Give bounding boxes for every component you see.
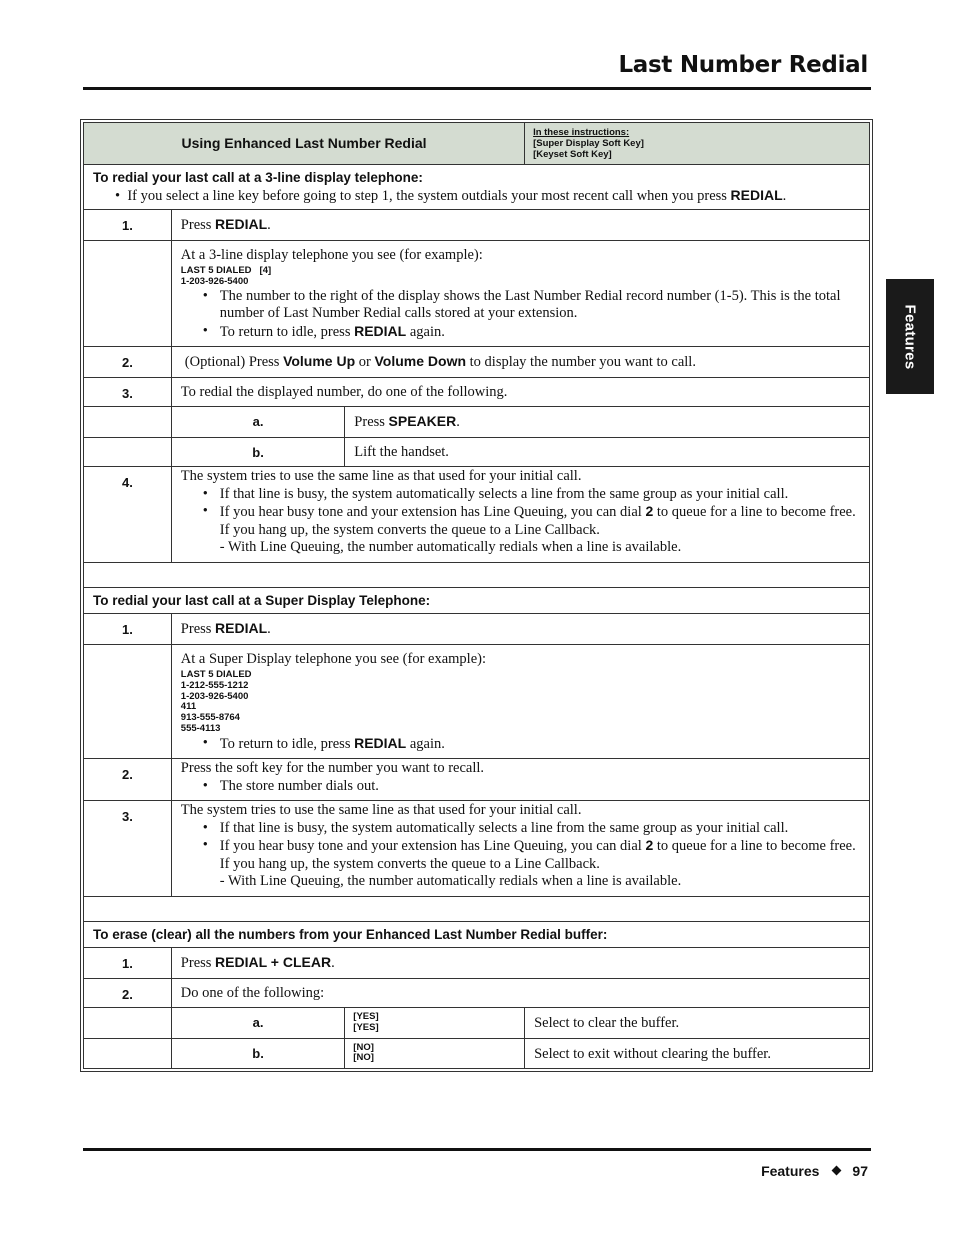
bullet-end: to queue for a line to become free. [653,504,856,521]
header-rule [83,87,871,90]
step-number: 1. [84,948,172,979]
spacer-row [84,896,870,921]
table-row [84,347,870,378]
step-text [171,210,869,241]
soft-key-label: [YES] [353,1011,379,1023]
table-row [84,644,870,759]
lcd-line: LAST 5 DIALED [180,265,252,276]
step-text: Do one of the following: [171,978,869,1008]
list-item [203,323,859,342]
step-suffix: . [267,217,271,233]
lcd-line: 555-4113 [180,723,221,735]
continuation-text: If you hang up, the system converts the queue to a Line Callback. [219,521,600,538]
step-number-empty [84,240,172,347]
bullet-text: To return to idle, press [219,323,355,340]
soft-key-yes [345,1008,525,1039]
continuation-text: - With Line Queuing, the number automatically redials when a line is available. [219,873,682,890]
step-text [171,759,869,801]
list-item: • If that line is busy, the system automatically selects a line from the same group as your initial call. [203,820,859,838]
substep-suffix: . [456,414,460,431]
step-prefix: Press [180,621,216,638]
step-number-empty [84,1008,172,1039]
key-redial: REDIAL [215,216,268,232]
spacer-row [84,562,870,587]
note-end: . [782,187,787,204]
step-paragraph: The system tries to use the same line as that used for your initial call. [180,468,582,485]
table-row [84,467,870,563]
table-row [84,801,870,897]
step-text [171,347,869,378]
bullet-text: If you hear busy tone and your extension has Line Queuing, you can dial [219,838,646,855]
step-paragraph: Press the soft key for the number you want to recall. [180,760,485,777]
step-number: 4. [84,467,172,563]
key-volume-down: Volume Down [374,353,467,370]
key-volume-up: Volume Up [283,353,356,370]
instructions-note [525,123,870,165]
lcd-display [181,670,859,735]
key-redial-clear: REDIAL + CLEAR [215,954,332,971]
bullet-list [181,735,859,754]
step-number: 2. [84,347,172,378]
list-item [203,503,859,522]
instructions-table [83,122,870,1069]
substep-text: Select to exit without clearing the buffer. [525,1038,870,1069]
bullet-end: again. [406,323,445,340]
soft-key-no [345,1038,525,1069]
section-super-display-heading: To redial your last call at a Super Display Telephone: [84,587,870,614]
substep-text [345,407,870,438]
lcd-line: LAST 5 DIALED [180,669,252,681]
substep-letter: b. [171,1038,345,1069]
substep-text: Select to clear the buffer. [525,1008,870,1039]
step-suffix: to display the number you want to call. [466,354,696,371]
list-item: • If that line is busy, the system automatically selects a line from the same group as your initial call. [203,486,859,504]
key-2: 2 [645,837,654,854]
table-row [84,759,870,801]
table-row [84,948,870,979]
section-3-line-heading [84,165,870,210]
note-key: REDIAL [730,186,783,203]
lcd-display [181,266,859,288]
bullet-list [181,820,859,856]
step-number-empty [84,407,172,438]
step-text: To redial the displayed number, do one of the following. [171,377,869,407]
spacer-cell [84,562,870,587]
table-row [84,978,870,1008]
step-text [171,948,869,979]
step-text [171,801,869,897]
display-intro: At a Super Display telephone you see (for example): [180,650,487,667]
continuation-text: - With Line Queuing, the number automatically redials when a line is available. [219,539,682,556]
list-item: • The store number dials out. [203,778,859,796]
soft-key-label: [YES] [353,1021,379,1033]
instructions-note-line2: [Keyset Soft Key] [533,149,612,160]
substep-text: Lift the handset. [345,437,870,467]
bullet-end: to queue for a line to become free. [653,838,856,855]
bullet-list [181,778,859,796]
spacer-cell [84,896,870,921]
list-item [203,735,859,754]
lcd-line: 1-203-926-5400 [180,275,249,287]
step-number-empty [84,644,172,759]
key-redial: REDIAL [354,322,407,339]
table-row [84,614,870,645]
section-heading-row [84,587,870,614]
step-mid: or [355,354,375,371]
section-heading-row [84,921,870,948]
display-example [171,644,869,759]
bullet-end: again. [406,735,445,752]
display-intro: At a 3-line display telephone you see (for example): [180,246,483,263]
note-text: If you select a line key before going to step 1, the system outdials your most recent call when you press [127,187,731,204]
lcd-line: 913-555-8764 [180,712,240,724]
step-prefix: Press [180,955,216,972]
table-row [84,437,870,467]
table-row [84,407,870,438]
footer-section: Features [761,1163,820,1179]
substep-letter: a. [171,1008,345,1039]
page-title: Last Number Redial [618,52,868,78]
side-tab-features[interactable] [886,279,934,394]
substep-letter: a. [171,407,345,438]
diamond-icon [832,1166,842,1176]
list-item: • The number to the right of the display shows the Last Number Redial record number (1-5). This is the total number of Last Number Redial calls stored at your extension. [203,288,859,323]
instructions-note-title: In these instructions: [533,127,630,138]
table-row [84,377,870,407]
step-text [171,467,869,563]
section-heading-row [84,165,870,210]
table-row [84,1008,870,1039]
lcd-line: 1-203-926-5400 [180,690,249,702]
substep-letter: b. [171,437,345,467]
soft-key-label: [NO] [353,1052,374,1064]
step-number: 1. [84,210,172,241]
step-suffix: . [331,955,335,972]
table-row [84,1038,870,1069]
continuation-text: If you hang up, the system converts the queue to a Line Callback. [219,855,600,872]
step-number: 1. [84,614,172,645]
bullet-text: To return to idle, press [219,735,355,752]
lcd-line: 411 [180,701,197,713]
key-redial: REDIAL [215,620,268,637]
step-number: 2. [84,978,172,1008]
bullet-list [181,288,859,342]
bullet-text: If you hear busy tone and your extension has Line Queuing, you can dial [219,504,646,521]
step-paragraph: The system tries to use the same line as that used for your initial call. [180,802,582,819]
lcd-record-number: [4] [259,265,272,276]
page-number: 97 [852,1163,868,1179]
step-prefix: (Optional) Press [184,354,284,371]
step-prefix: Press [180,217,216,233]
table-header-row [84,123,870,165]
section-heading-text: To redial your last call at a 3-line display telephone: [93,170,423,185]
step-number: 2. [84,759,172,801]
step-number: 3. [84,377,172,407]
bullet-list [181,486,859,522]
table-row [84,240,870,347]
section-erase-heading: To erase (clear) all the numbers from your Enhanced Last Number Redial buffer: [84,921,870,948]
footer-rule [83,1148,871,1151]
key-speaker: SPEAKER [388,413,457,430]
table-row [84,210,870,241]
step-text [171,614,869,645]
section-note: • If you select a line key before going to step 1, the system outdials your most recent call when you press REDIAL. [115,186,787,204]
step-number-empty [84,437,172,467]
key-2: 2 [645,503,654,520]
lcd-line: 1-212-555-1212 [180,679,249,691]
key-redial: REDIAL [354,734,407,751]
page-footer [761,1163,868,1179]
list-item [203,837,859,856]
substep-prefix: Press [354,414,389,431]
side-tab-label: Features [901,304,919,369]
table-header-title: Using Enhanced Last Number Redial [84,123,525,165]
step-number: 3. [84,801,172,897]
instructions-note-line1: [Super Display Soft Key] [533,138,644,149]
step-suffix: . [267,621,271,638]
display-example [171,240,869,347]
step-number-empty [84,1038,172,1069]
soft-key-label: [NO] [353,1041,374,1053]
